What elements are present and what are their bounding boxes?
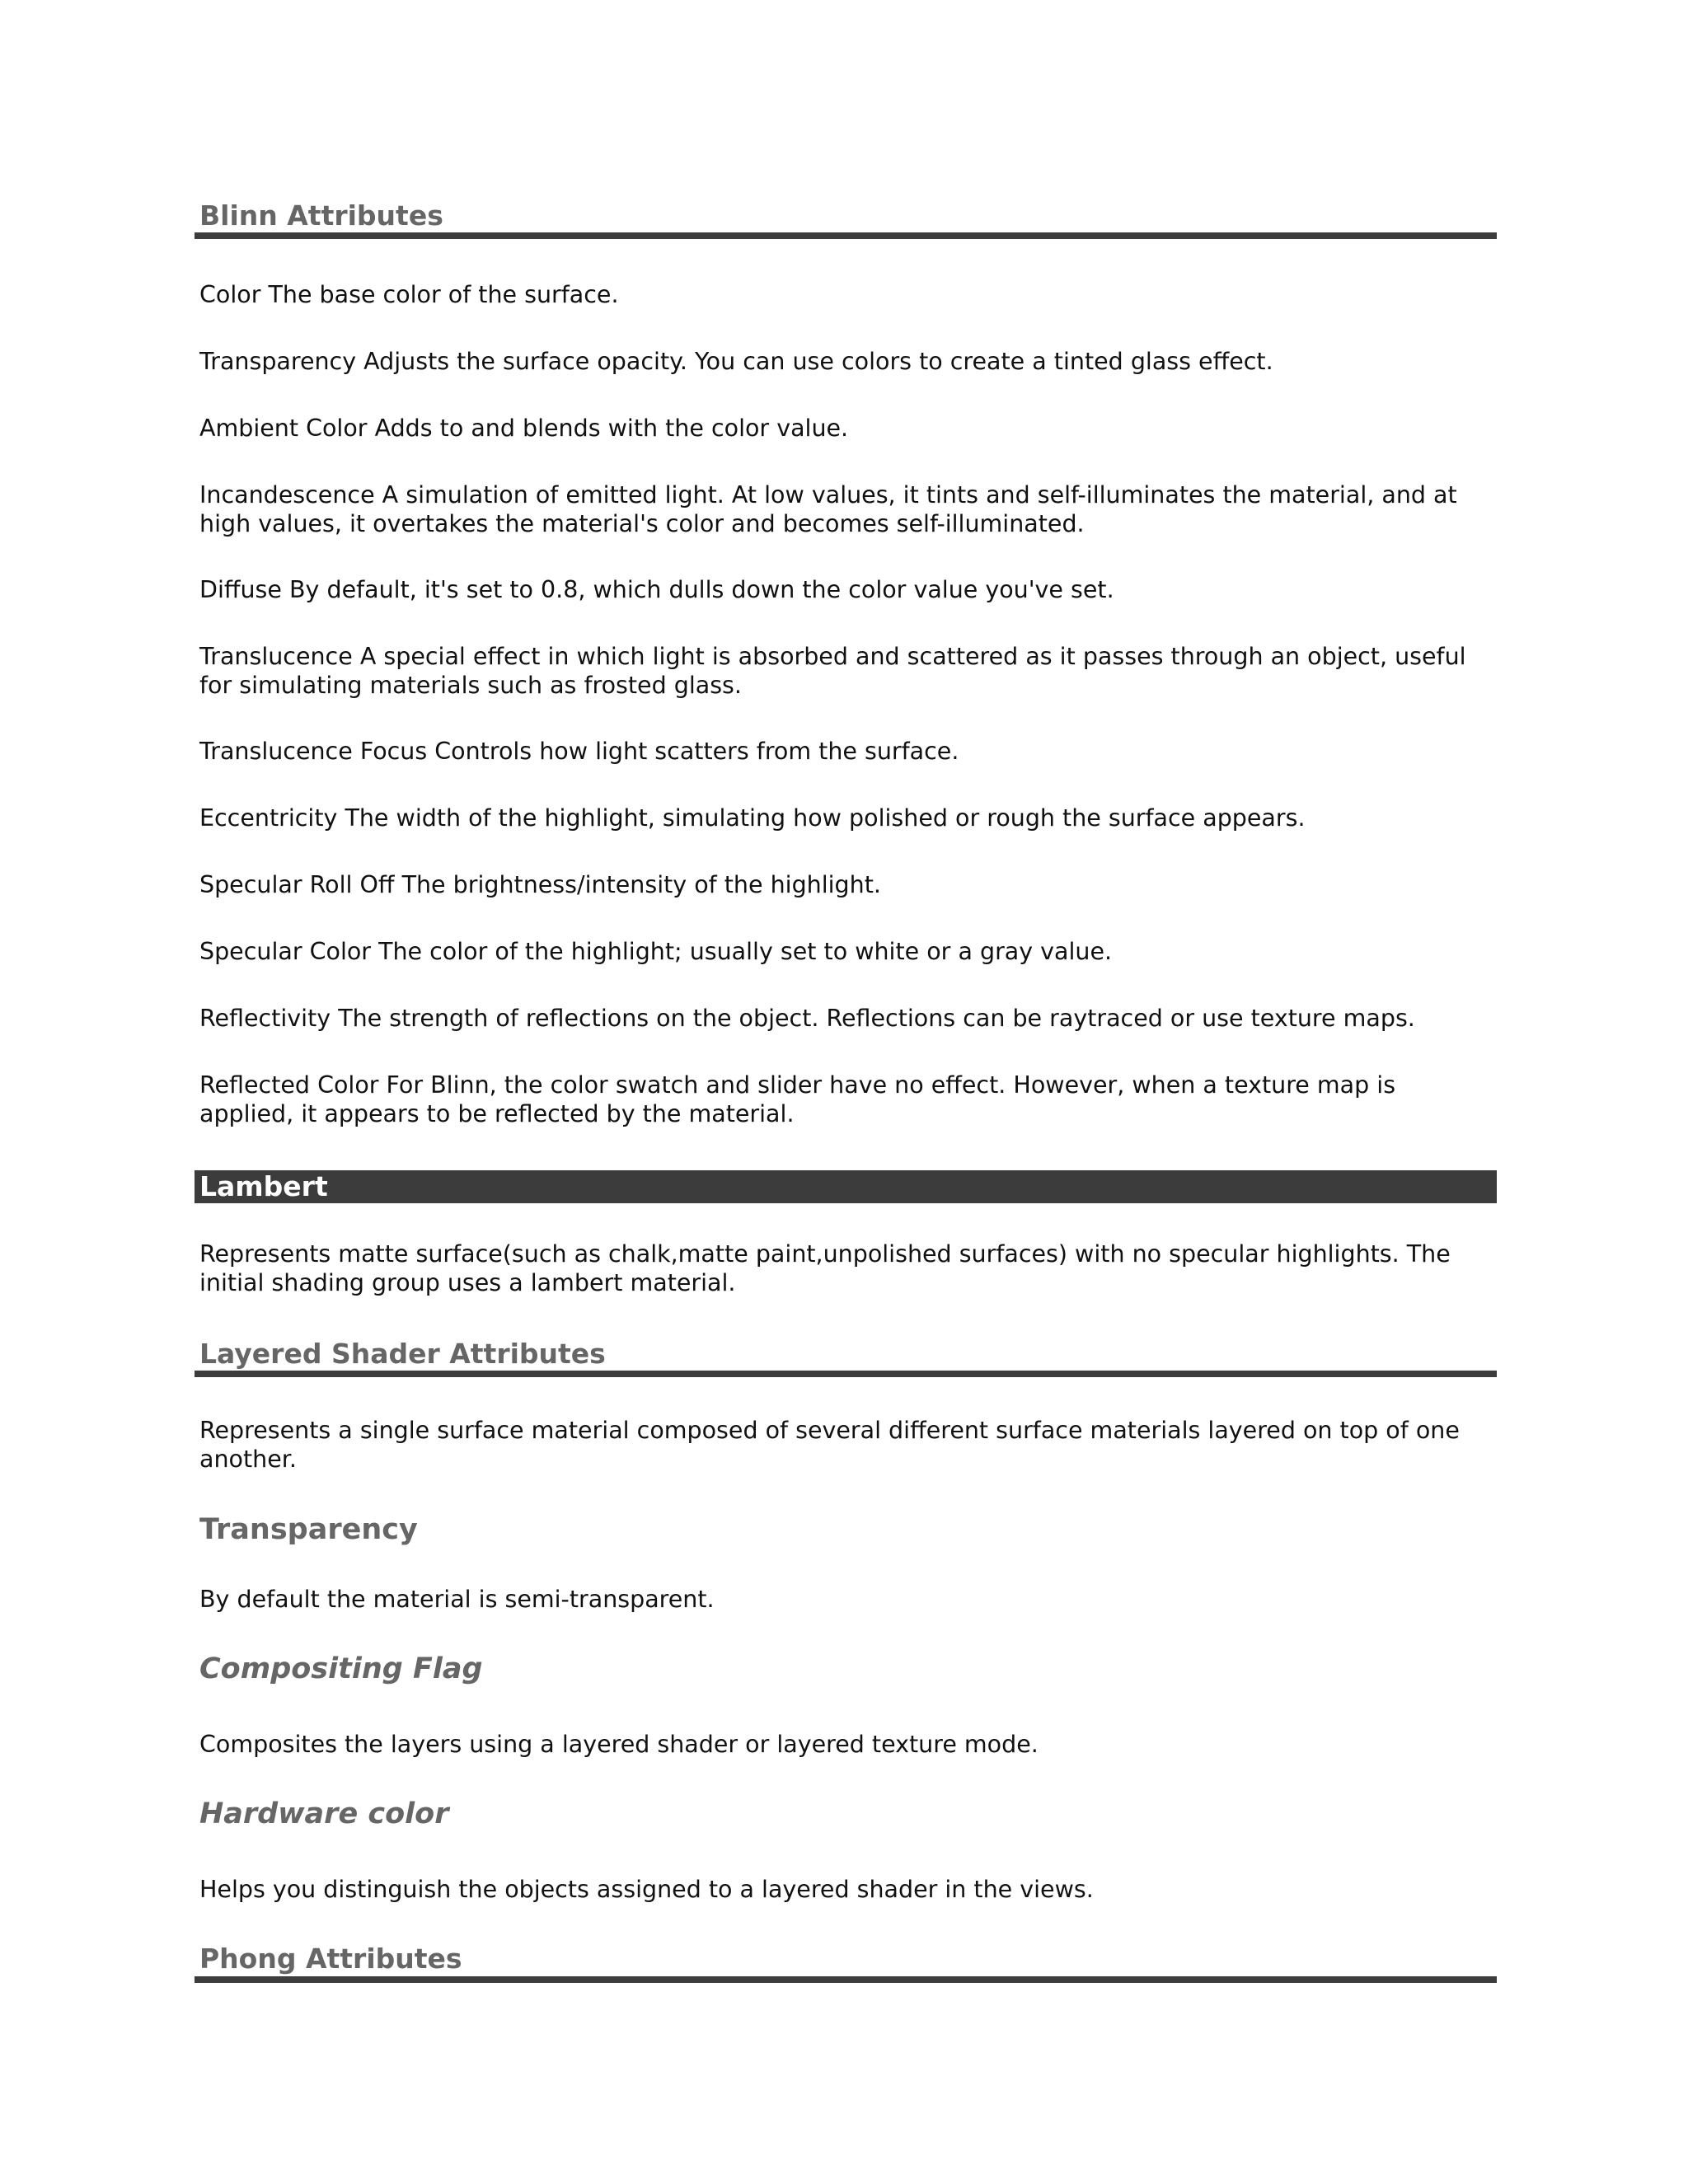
blinn-item-specular-roll-off: Specular Roll Off The brightness/intensity of the highlight. — [199, 871, 881, 898]
layered-shader-description: Represents a single surface material composed of several different surface materials layered on top of one another. — [199, 1417, 1460, 1473]
layered-shader-heading: Layered Shader Attributes — [199, 1338, 606, 1370]
blinn-item-eccentricity: Eccentricity The width of the highlight, simulating how polished or rough the surface appears. — [199, 804, 1306, 832]
blinn-item-ambient-color: Ambient Color Adds to and blends with the color value. — [199, 415, 849, 442]
compositing-flag-description: Composites the layers using a layered shader or layered texture mode. — [199, 1731, 1039, 1758]
transparency-subheading: Transparency — [199, 1513, 418, 1546]
phong-attributes-heading: Phong Attributes — [199, 1943, 462, 1975]
blinn-heading-rule — [195, 232, 1497, 239]
blinn-item-translucence: Translucence A special effect in which light is absorbed and scattered as it passes through an object, useful for simulating materials such as frosted glass. — [199, 643, 1466, 699]
phong-heading-rule — [195, 1976, 1497, 1983]
blinn-item-translucence-focus: Translucence Focus Controls how light scatters from the surface. — [199, 738, 959, 765]
hardware-color-subheading: Hardware color — [199, 1797, 449, 1830]
blinn-attributes-heading: Blinn Attributes — [199, 199, 443, 232]
layered-shader-heading-rule — [195, 1371, 1497, 1377]
blinn-item-reflectivity: Reflectivity The strength of reflections on the object. Reflections can be raytraced or use texture maps. — [199, 1005, 1415, 1032]
hardware-color-description: Helps you distinguish the objects assigned to a layered shader in the views. — [199, 1876, 1094, 1903]
compositing-flag-subheading: Compositing Flag — [199, 1652, 483, 1685]
transparency-description: By default the material is semi-transparent. — [199, 1586, 715, 1613]
blinn-item-diffuse: Diffuse By default, it's set to 0.8, which dulls down the color value you've set. — [199, 576, 1114, 603]
lambert-heading: Lambert — [199, 1170, 328, 1202]
blinn-item-transparency: Transparency Adjusts the surface opacity. You can use colors to create a tinted glass effect. — [199, 348, 1273, 375]
blinn-item-reflected-color: Reflected Color For Blinn, the color swatch and slider have no effect. However, when a texture map is applied, it appears to be reflected by the material. — [199, 1071, 1396, 1127]
blinn-item-color: Color The base color of the surface. — [199, 281, 619, 308]
document-page — [195, 0, 1497, 2184]
lambert-description: Represents matte surface(such as chalk,matte paint,unpolished surfaces) with no specular highlights. The initial shading group uses a lambert material. — [199, 1240, 1451, 1296]
blinn-item-incandescence: Incandescence A simulation of emitted light. At low values, it tints and self-illuminates the material, and at high values, it overtakes the material's color and becomes self-illuminated. — [199, 481, 1457, 537]
blinn-item-specular-color: Specular Color The color of the highlight; usually set to white or a gray value. — [199, 938, 1113, 965]
lambert-heading-band — [195, 1170, 1497, 1203]
